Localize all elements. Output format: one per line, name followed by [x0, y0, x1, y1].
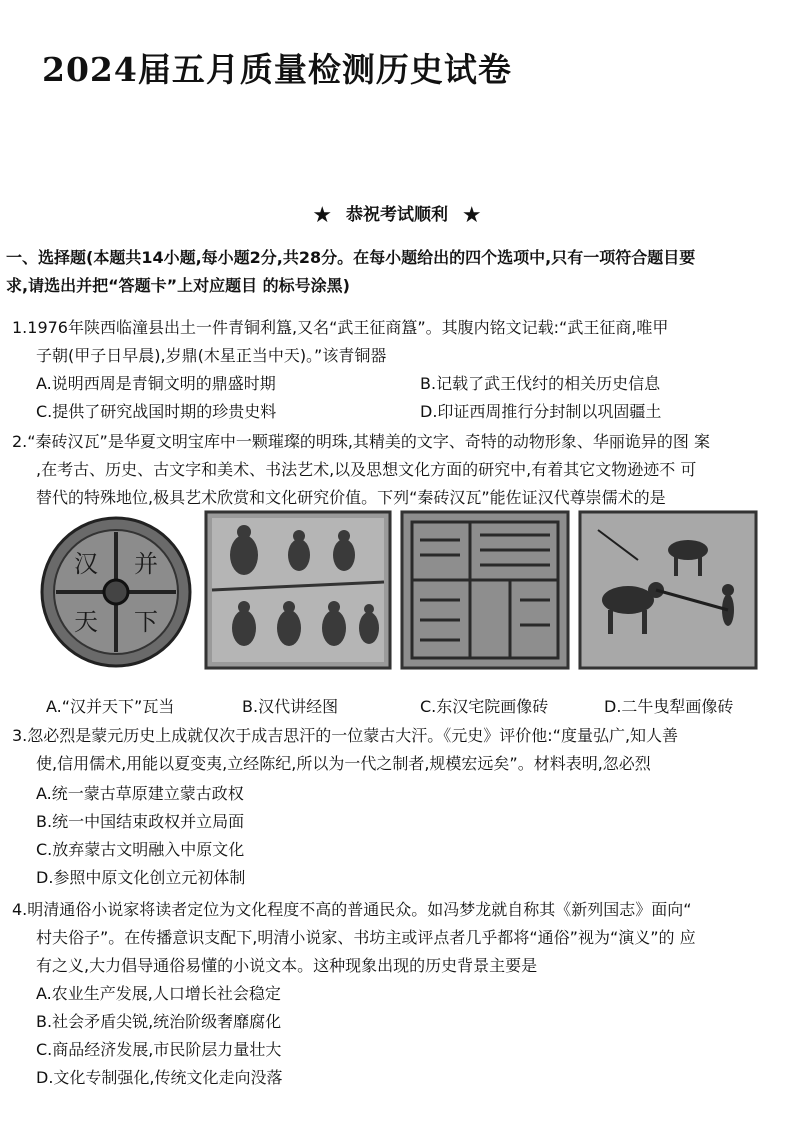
q4-option-d[interactable]: D.文化专制强化,传统文化走向没落 [36, 1068, 283, 1087]
q2-image-a-wadang [36, 510, 196, 670]
q4-option-b[interactable]: B.社会矛盾尖锐,统治阶级奢靡腐化 [36, 1012, 282, 1031]
section-instructions-line1: 一、选择题(本题共14小题,每小题2分,共28分。在每小题给出的四个选项中,只有一项符合题目要 [6, 248, 696, 267]
q3-stem-line2: 使,信用儒术,用能以夏变夷,立经陈纪,所以为一代之制者,规模宏远矣”。材料表明,忽必烈 [36, 754, 651, 773]
q2-stem-line2: ,在考古、历史、古文字和美术、书法艺术,以及思想文化方面的研究中,有着其它文物逊迹不 可 [36, 460, 697, 479]
section-instructions-line2: 求,请选出并把“答题卡”上对应题目 的标号涂黑) [6, 276, 350, 295]
q2-stem-line1: 2.“秦砖汉瓦”是华夏文明宝库中一颗璀璨的明珠,其精美的文字、奇特的动物形象、华丽诡异的图 案 [12, 432, 711, 451]
wadang-char-4: 下 [134, 608, 158, 636]
ox-plough-brick-image [578, 510, 758, 670]
exam-title: 2024届五月质量检测历史试卷 [42, 50, 512, 89]
q2-stem-line3: 替代的特殊地位,极具艺术欣赏和文化研究价值。下列“秦砖汉瓦”能佐证汉代尊崇儒术的是 [36, 488, 666, 507]
q4-stem-line1: 4.明清通俗小说家将读者定位为文化程度不高的普通民众。如冯梦龙就自称其《新列国志》面向“ [12, 900, 692, 919]
q1-option-a[interactable]: A.说明西周是青铜文明的鼎盛时期 [36, 374, 276, 393]
q2-option-b[interactable]: B.汉代讲经图 [242, 697, 339, 716]
q3-option-b[interactable]: B.统一中国结束政权并立局面 [36, 812, 245, 831]
wadang-char-3: 天 [74, 608, 98, 636]
blessing-banner [0, 200, 794, 228]
q4-stem-line3: 有之义,大力倡导通俗易懂的小说文本。这种现象出现的历史背景主要是 [36, 956, 538, 975]
q4-stem-line2: 村夫俗子”。在传播意识支配下,明清小说家、书坊主或评点者几乎都将“通俗”视为“演义”的 应 [36, 928, 696, 947]
lecture-brick-image [204, 510, 392, 670]
wadang-char-2: 并 [134, 550, 158, 578]
q3-stem-line1: 3.忽必烈是蒙元历史上成就仅次于成吉思汗的一位蒙古大汗。《元史》评价他:“度量弘广,知人善 [12, 726, 679, 745]
q3-option-a[interactable]: A.统一蒙古草原建立蒙古政权 [36, 784, 244, 803]
wadang-char-1: 汉 [74, 550, 98, 578]
courtyard-brick-image [400, 510, 570, 670]
q2-image-d-oxplough [578, 510, 758, 670]
q1-stem-line2: 子朝(甲子日早晨),岁鼎(木星正当中天)。”该青铜器 [36, 346, 387, 365]
q1-option-c[interactable]: C.提供了研究战国时期的珍贵史料 [36, 402, 277, 421]
q2-option-d[interactable]: D.二牛曳犁画像砖 [604, 697, 734, 716]
q4-option-c[interactable]: C.商品经济发展,市民阶层力量壮大 [36, 1040, 282, 1059]
q3-option-c[interactable]: C.放弃蒙古文明融入中原文化 [36, 840, 245, 859]
q1-option-d[interactable]: D.印证西周推行分封制以巩固疆土 [420, 402, 662, 421]
wadang-tile-image [36, 510, 196, 670]
q2-option-a[interactable]: A.“汉并天下”瓦当 [46, 697, 175, 716]
q2-image-b-lecture [204, 510, 392, 670]
q2-image-c-courtyard [400, 510, 570, 670]
q1-option-b[interactable]: B.记载了武王伐纣的相关历史信息 [420, 374, 661, 393]
star-icon: ★ [312, 203, 333, 228]
q1-stem-line1: 1.1976年陕西临潼县出土一件青铜利簋,又名“武王征商簋”。其腹内铭文记载:“武王征商,唯甲 [12, 318, 669, 337]
q4-option-a[interactable]: A.农业生产发展,人口增长社会稳定 [36, 984, 281, 1003]
blessing-text: 恭祝考试顺利 [346, 205, 448, 225]
q3-option-d[interactable]: D.参照中原文化创立元初体制 [36, 868, 246, 887]
q2-option-c[interactable]: C.东汉宅院画像砖 [420, 697, 549, 716]
star-icon: ★ [461, 203, 482, 228]
